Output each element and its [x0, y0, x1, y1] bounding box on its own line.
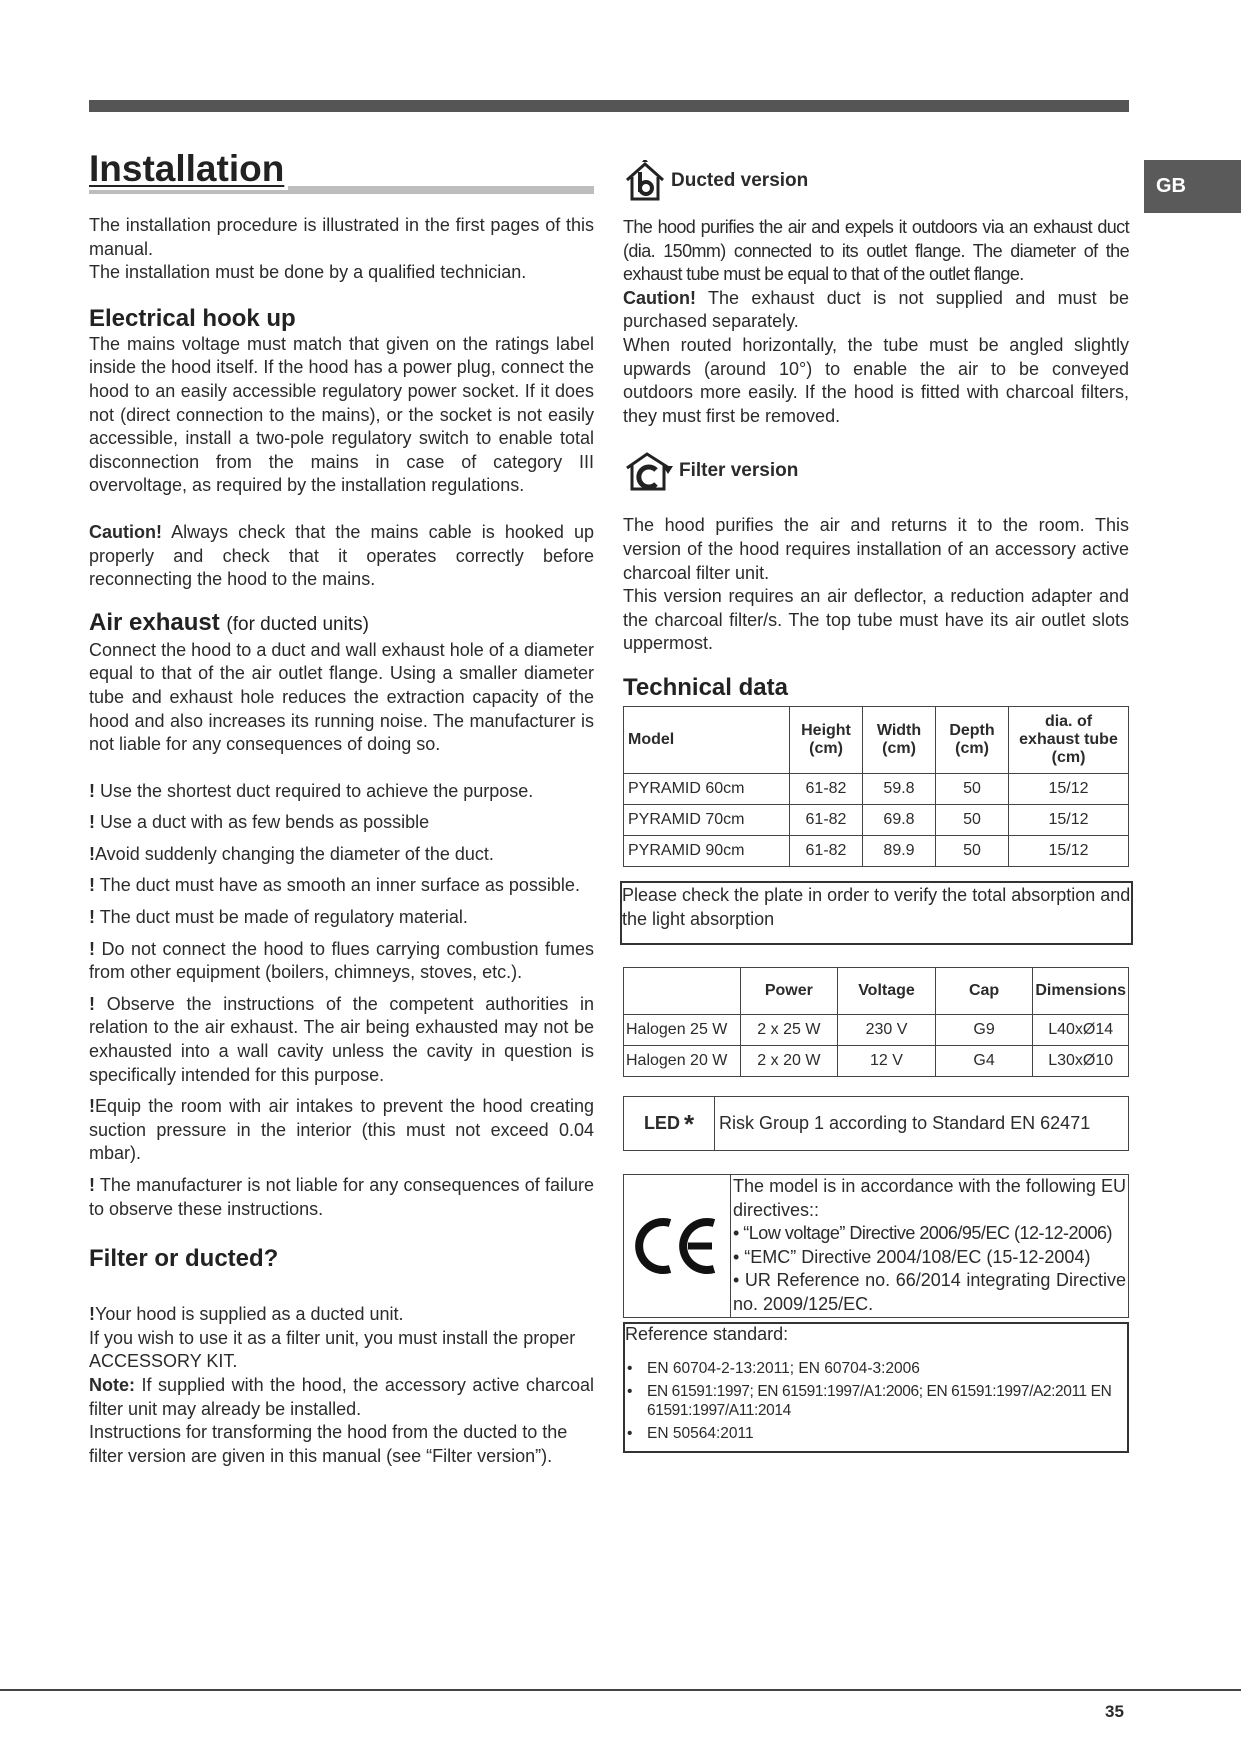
table-cell: PYRAMID 90cm	[624, 835, 790, 866]
table-cell: 230 V	[838, 1015, 936, 1046]
intro-text-2: The installation must be done by a qualified technician.	[89, 262, 527, 283]
table-cell: 50	[936, 835, 1009, 866]
warning-icon: !	[89, 938, 95, 959]
left-column	[89, 148, 594, 1468]
table-cell: 89.9	[863, 835, 936, 866]
note-text: The manufacturer is not liable for any consequences of failure to observe these instructions.	[89, 1175, 594, 1219]
caution-text: The exhaust duct is not supplied and must be purchased separately.	[623, 287, 1129, 332]
note-text: Avoid suddenly changing the diameter of the duct.	[95, 843, 494, 864]
note-item	[89, 906, 594, 930]
table-cell: L30xØ10	[1033, 1046, 1129, 1077]
warning-icon: !	[89, 843, 95, 864]
led-label: LED *	[624, 1097, 715, 1150]
filter-or-ducted-note	[89, 1303, 594, 1327]
note-text: The duct must be made of regulatory material.	[99, 907, 468, 928]
filter-house-icon	[623, 450, 675, 492]
air-exhaust-notes	[89, 780, 594, 1222]
intro-text: The installation procedure is illustrated in the first pages of this manual.	[89, 215, 594, 259]
led-box	[623, 1096, 1129, 1151]
table-header: Cap	[935, 968, 1032, 1015]
warning-icon: !	[89, 907, 95, 928]
electrical-text: The mains voltage must match that given on the ratings label inside the hood itself. If the hood has a power plug, connect the hood to an easily accessible regulatory power socket. If it does not (direct connection to the mains), or the socket is not easily accessible, install a two-pole regulatory switch to enable total disconnection from the mains in case of category III overvoltage, as required by the installation regulations.	[89, 333, 594, 496]
table-cell: L40xØ14	[1033, 1015, 1129, 1046]
led-label-text: LED	[643, 1113, 680, 1134]
table-cell: 15/12	[1009, 804, 1129, 835]
air-exhaust-text: Connect the hood to a duct and wall exhaust hole of a diameter equal to that of the air outlet flange. Using a smaller diameter tube and exhaust hole reduces the extraction capacity of the hood and also increases its running noise. The manufacturer is not liable for any consequences of doing so.	[89, 639, 594, 755]
table-row	[624, 1046, 1129, 1077]
table-cell: PYRAMID 70cm	[624, 804, 790, 835]
filter-or-ducted-heading: Filter or ducted?	[89, 1245, 279, 1273]
table-cell: G4	[935, 1046, 1032, 1077]
table-cell: 2 x 20 W	[740, 1046, 838, 1077]
table-cell: 15/12	[1009, 773, 1129, 804]
note-text: Equip the room with air intakes to prevent the hood creating suction pressure in the interior (this must not exceed 0.04 mbar).	[89, 1096, 594, 1164]
list-item: • EN 50564:2011	[625, 1424, 1127, 1443]
ducted-title: Ducted version	[671, 170, 809, 191]
list-item: • EN 60704-2-13:2011; EN 60704-3:2006	[625, 1359, 1127, 1378]
air-exhaust-title: Air exhaust	[89, 608, 220, 636]
ce-mark-icon	[632, 1211, 722, 1281]
electrical-heading: Electrical hook up	[89, 304, 296, 332]
table-cell: 61-82	[790, 804, 863, 835]
table-cell: 50	[936, 773, 1009, 804]
ce-logo	[624, 1175, 731, 1317]
note-item	[89, 993, 594, 1087]
air-exhaust-sub: (for ducted units)	[226, 613, 369, 635]
page-number: 35	[1105, 1702, 1124, 1721]
filter-text1: The hood purifies the air and returns it to the room. This version of the hood requires installation of an accessory active charcoal filter unit.	[623, 515, 1129, 583]
warning-icon: !	[89, 780, 95, 801]
table-header: Height (cm)	[790, 706, 863, 773]
ce-text	[731, 1175, 1128, 1317]
warning-icon: !	[89, 875, 95, 896]
right-column	[623, 160, 1129, 1453]
ce-box	[623, 1174, 1129, 1318]
table-row	[624, 1015, 1129, 1046]
caution-label: Caution!	[89, 521, 162, 542]
table-cell: 61-82	[790, 835, 863, 866]
filter-or-ducted-text2	[89, 1374, 594, 1421]
warning-icon: !	[89, 1175, 95, 1195]
bottom-rule	[0, 1689, 1241, 1691]
note-text: If supplied with the hood, the accessory active charcoal filter unit may already be installed.	[89, 1374, 594, 1419]
electrical-caution	[89, 521, 594, 592]
caution-label: Caution!	[623, 287, 696, 308]
title-block	[89, 148, 594, 198]
ducted-text2: When routed horizontally, the tube must be angled slightly upwards (around 10°) to enable the air to be conveyed outdoors more easily. If the hood is fitted with charcoal filters, they must first be removed.	[623, 334, 1129, 426]
technical-table	[623, 706, 1129, 867]
table-header	[624, 968, 741, 1015]
note-text: The duct must have as smooth an inner surface as possible.	[99, 875, 580, 896]
table-header: dia. of exhaust tube (cm)	[1009, 706, 1129, 773]
caution-text: Always check that the mains cable is hooked up properly and check that it operates correctly before reconnecting the hood to the mains.	[89, 521, 594, 590]
language-tab: GB	[1144, 160, 1241, 213]
table-row	[624, 835, 1129, 866]
note-text: Observe the instructions of the competent authorities in relation to the air exhaust. The air being exhausted may not be exhausted into a wall cavity unless the cavity in question is specifically intended for this purpose.	[89, 993, 594, 1085]
filter-or-ducted-text3: Instructions for transforming the hood from the ducted to the filter version are given in this manual (see “Filter version”).	[89, 1422, 568, 1466]
air-exhaust-heading	[89, 609, 594, 639]
note-item	[89, 843, 594, 867]
note-text: Do not connect the hood to flues carrying combustion fumes from other equipment (boilers, chimneys, stoves, etc.).	[89, 938, 594, 983]
table-row	[624, 773, 1129, 804]
table-row	[624, 804, 1129, 835]
ducted-house-icon	[623, 160, 667, 202]
filter-heading	[623, 450, 1129, 492]
table-header: Voltage	[838, 968, 936, 1015]
table-header: Power	[740, 968, 838, 1015]
table-cell: 15/12	[1009, 835, 1129, 866]
table-cell: Halogen 20 W	[624, 1046, 741, 1077]
note-item	[89, 780, 594, 804]
led-text: Risk Group 1 according to Standard EN 62471	[719, 1113, 1091, 1134]
ducted-text1: The hood purifies the air and expels it outdoors via an exhaust duct (dia. 150mm) connected to its outlet flange. The diameter of the exhaust tube must be equal to that of the outlet flange.	[623, 217, 1129, 285]
note-text: Your hood is supplied as a ducted unit.	[95, 1304, 404, 1325]
ducted-heading	[623, 160, 1129, 202]
technical-heading: Technical data	[623, 673, 788, 701]
filter-or-ducted-text1: If you wish to use it as a filter unit, you must install the proper ACCESSORY KIT.	[89, 1327, 576, 1372]
warning-icon: !	[89, 1304, 95, 1325]
table-cell: PYRAMID 60cm	[624, 773, 790, 804]
note-item	[89, 874, 594, 898]
lamp-table	[623, 967, 1129, 1077]
table-header-row	[624, 968, 1129, 1015]
table-header-row	[624, 706, 1129, 773]
filter-title: Filter version	[679, 460, 799, 482]
ce-item: • “EMC” Directive 2004/108/EC (15-12-2004)	[733, 1246, 1091, 1267]
filter-text2: This version requires an air deflector, a reduction adapter and the charcoal filter/s. The top tube must have its air outlet slots uppermost.	[623, 586, 1129, 654]
note-text: Use the shortest duct required to achieve the purpose.	[100, 780, 534, 801]
table-header: Dimensions	[1033, 968, 1129, 1015]
note-text: Use a duct with as few bends as possible	[100, 812, 430, 833]
warning-icon: !	[89, 993, 95, 1014]
table-cell: 69.8	[863, 804, 936, 835]
table-cell: G9	[935, 1015, 1032, 1046]
warning-icon: !	[89, 1096, 95, 1117]
table-cell: 59.8	[863, 773, 936, 804]
note-item	[89, 811, 594, 835]
ce-intro: The model is in accordance with the following EU directives::	[733, 1176, 1126, 1220]
plate-note: Please check the plate in order to verify the total absorption and the light absorption	[620, 881, 1133, 945]
reference-heading: Reference standard:	[625, 1323, 789, 1344]
table-header: Width (cm)	[863, 706, 936, 773]
table-header: Model	[624, 706, 790, 773]
reference-box	[623, 1322, 1129, 1453]
table-cell: 2 x 25 W	[740, 1015, 838, 1046]
ducted-caution	[623, 287, 1129, 334]
ce-item: • UR Reference no. 66/2014 integrating Directive no. 2009/125/EC.	[733, 1270, 1126, 1315]
reference-list	[625, 1359, 1127, 1443]
list-item: • EN 61591:1997; EN 61591:1997/A1:2006; EN 61591:1997/A2:2011 EN 61591:1997/A11:2014	[625, 1382, 1127, 1420]
table-cell: 50	[936, 804, 1009, 835]
table-cell: 12 V	[838, 1046, 936, 1077]
note-item	[89, 938, 594, 985]
table-cell: Halogen 25 W	[624, 1015, 741, 1046]
note-item	[89, 1174, 594, 1221]
note-label: Note:	[89, 1374, 135, 1395]
ce-item: • “Low voltage” Directive 2006/95/EC (12-12-2006)	[733, 1223, 1113, 1244]
top-rule	[89, 100, 1129, 112]
warning-icon: !	[89, 812, 95, 833]
page-title: Installation	[89, 148, 288, 190]
table-cell: 61-82	[790, 773, 863, 804]
note-item	[89, 1095, 594, 1166]
table-header: Depth (cm)	[936, 706, 1009, 773]
